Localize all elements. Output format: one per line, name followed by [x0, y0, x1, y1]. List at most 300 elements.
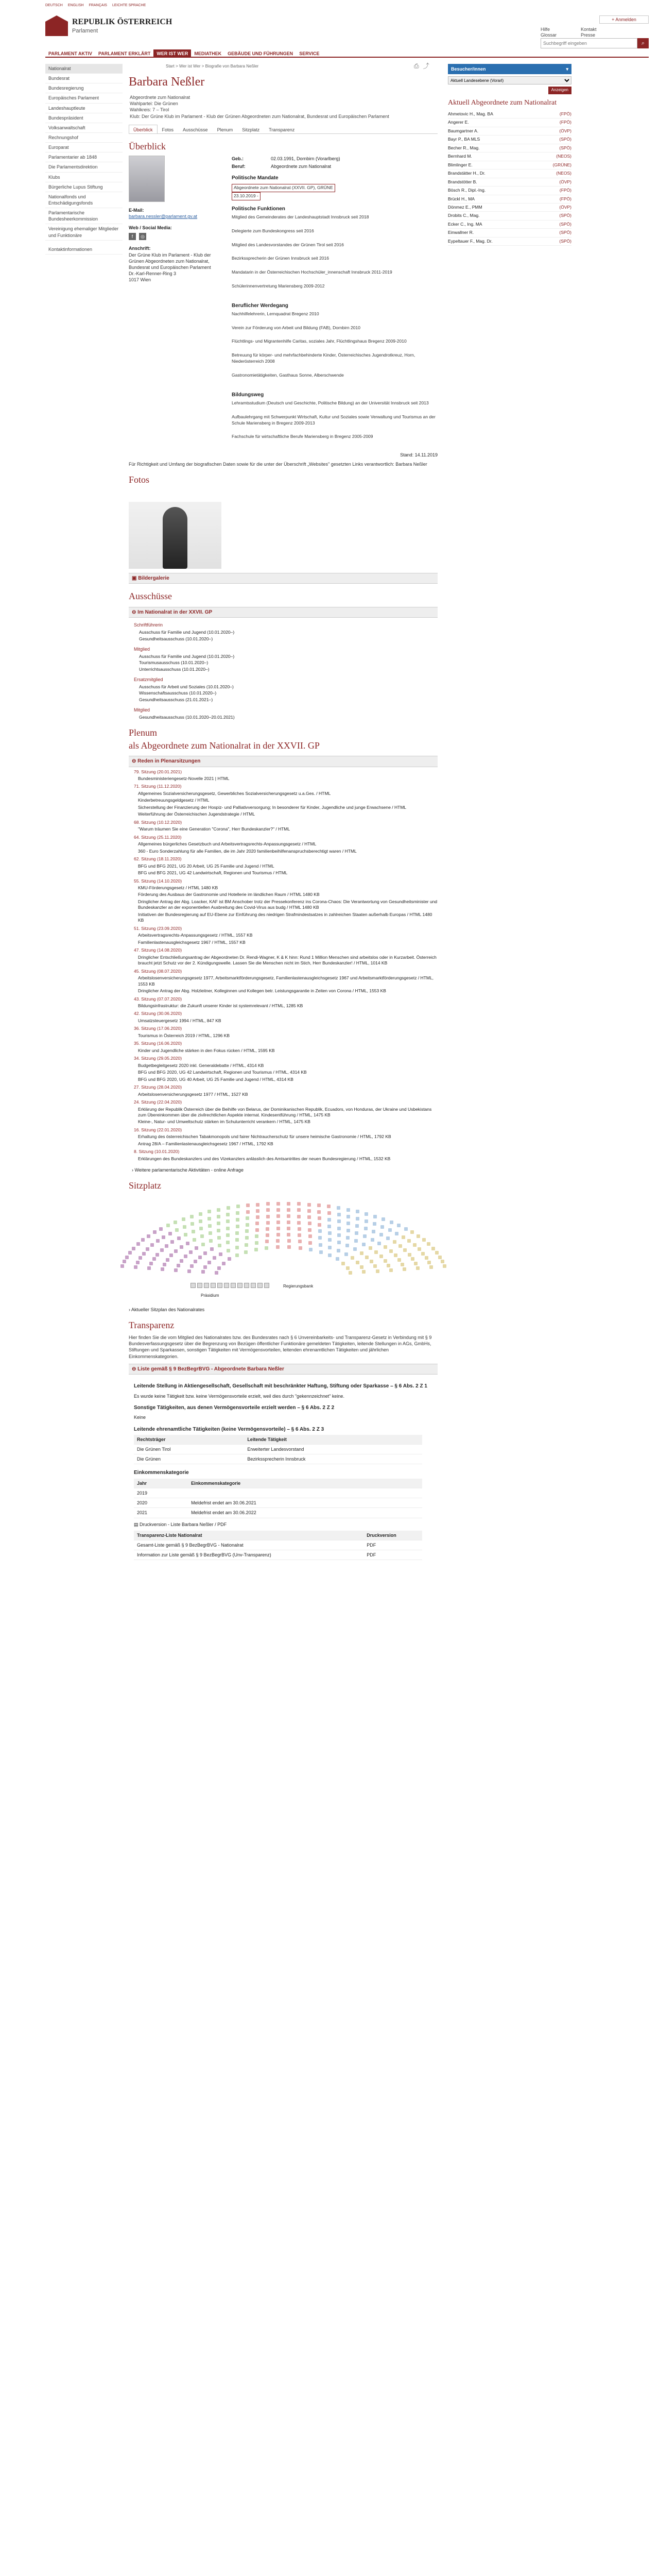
seat — [226, 1241, 230, 1244]
reden-bar[interactable] — [129, 756, 438, 767]
seat — [363, 1234, 367, 1238]
util-link-leichte-sprache[interactable]: LEICHTE SPRACHE — [112, 4, 146, 7]
seat — [297, 1221, 301, 1225]
seat — [276, 1221, 280, 1224]
bio-sections — [232, 175, 438, 448]
seat — [266, 1215, 270, 1218]
contact-link[interactable]: Kontakt — [581, 27, 597, 32]
search-button[interactable] — [637, 38, 649, 48]
gallery-photo[interactable] — [129, 502, 221, 569]
member-list-item[interactable] — [448, 238, 571, 246]
column-header: Einkommenskategorie — [188, 1479, 422, 1488]
seat — [193, 1238, 196, 1242]
member-list-item[interactable] — [448, 170, 571, 178]
sidebar-item-bundesrat[interactable]: Bundesrat — [45, 74, 123, 83]
member-list-item[interactable] — [448, 221, 571, 229]
print-icon[interactable]: ⎙ — [414, 62, 419, 70]
bio-line: Lehramtsstudium (Deutsch und Geschichte, Politische Bildung) an der Universität Innsbruck seit 2013 — [232, 400, 429, 406]
table-cell[interactable]: Information zur Liste gemäß § 9 BezBegrBVG (Unv-Transparenz) — [134, 1550, 363, 1560]
seat — [431, 1247, 435, 1250]
speech-item[interactable]: Dringlicher Antrag der Abg. Loacker, KAF ist BM Anschober trotz der Pressekonferenz ins Corona-Chaos: Die Verantwortung von Gesundheitsminister und Bundeskanzler an der exponentiellen Ausbreitung des Covid-Virus aus budg / HTML 1480 KB — [138, 899, 438, 910]
table-cell[interactable]: PDF — [363, 1540, 422, 1550]
list-item[interactable]: Gesundheitsausschuss (10.01.2020–20.01.2021) — [139, 715, 235, 720]
press-link[interactable]: Presse — [581, 32, 596, 38]
column-header: Druckversion — [363, 1531, 422, 1540]
sitting-toggle[interactable]: 16. Sitzung (22.01.2020) — [134, 1127, 182, 1132]
speech-item[interactable]: Erklärungen des Bundeskanzlers und des Vizekanzlers anlässlich des Amtsantrittes der neuen Bundesregierung / HTML, 1532 KB — [138, 1156, 391, 1161]
seat — [337, 1241, 341, 1244]
seat — [298, 1240, 302, 1243]
member-name[interactable]: Brandstötter B. — [448, 179, 477, 184]
sitzplan-link-text: Aktueller Sitzplan des Nationalrates — [131, 1307, 205, 1312]
seat — [245, 1229, 249, 1233]
sidebar-item-eu-parlament[interactable]: Europäisches Parlament — [45, 93, 123, 103]
seat — [344, 1252, 348, 1256]
table-row — [134, 1488, 422, 1498]
sidebar-item-bundespraesident[interactable]: Bundespräsident — [45, 113, 123, 123]
speech-item[interactable]: Erklärung der Republik Österreich über die Beihilfe von Belarus, der Dominikanischen Republik, Ecuadors, von Honduras, der Ukraine und Usbekistans zum Übereinkommen über die zivilrechtlichen Aspekte internat. Kindesentführung / HTML, 1475 KB — [138, 1106, 432, 1118]
seat — [136, 1261, 140, 1264]
ausschuesse-bar-label: Im Nationalrat in der XXVII. GP — [137, 609, 213, 615]
visitor-box-title: Besucher/innen — [451, 66, 486, 72]
seat — [393, 1240, 396, 1244]
speech-item[interactable]: 360 - Euro Sonderzahlung für alle Familien, die im Jahr 2020 familienbeihilfenanspruchsberechtigt waren / HTML — [138, 848, 357, 854]
sitting-toggle[interactable]: 71. Sitzung (11.12.2020) — [134, 784, 182, 789]
column-header: Transparenz-Liste Nationalrat — [134, 1531, 363, 1540]
seat — [443, 1264, 446, 1268]
tab-ueberblick[interactable]: Überblick — [129, 125, 158, 133]
table-cell — [188, 1488, 422, 1498]
seat — [397, 1258, 401, 1262]
seat — [319, 1250, 323, 1254]
member-list-item[interactable] — [448, 118, 571, 127]
seat — [337, 1233, 341, 1237]
page-title: Barbara Neßler — [129, 75, 205, 89]
seat — [255, 1234, 258, 1238]
member-list-item[interactable] — [448, 127, 571, 135]
seat — [337, 1206, 340, 1210]
seat — [389, 1249, 393, 1253]
member-name[interactable]: Brückl H., MA — [448, 196, 475, 201]
meta-line: Klub: Der Grüne Klub im Parlament - Klub der Grünen Abgeordneten zum Nationalrat, Bundesrat und Europäischen Parlament — [130, 113, 389, 119]
member-party: (SPÖ) — [559, 230, 571, 235]
tab-ausschuesse[interactable]: Ausschüsse — [183, 127, 208, 132]
seat — [297, 1202, 301, 1206]
sidebar-item-bundesheerkommission[interactable]: Parlamentarische Bundesheerkommission — [45, 208, 123, 224]
sidebar-item-kontakt[interactable]: Kontaktinformationen — [45, 245, 123, 255]
member-name[interactable]: Einwallner R. — [448, 230, 474, 235]
member-name[interactable]: Ahmetovic H., Mag. BA — [448, 111, 493, 116]
transparenz-text: Hier finden Sie die vom Mitglied des Nationalrates bzw. des Bundesrates nach § 6 Unvereinbarkeits- und Transparenz-Gesetz in Verbindung mit § 9 Bundesverfassungsgesetz über die Begrenzung von Bezügen öffentlicher Funktionäre gemeldeten Tätigkeiten, leitende Stellungen in AGs, GmbHs, Stiftungen und Sparkassen, sonstigen Tätigkeiten mit Vermögensvorteilen, leitenden ehrenamtlichen Tätigkeiten und jährlichen Einkommenskategorien. — [129, 1335, 432, 1359]
speech-item[interactable]: Kinderbetreuungsgeldgesetz / HTML — [138, 798, 210, 803]
seat — [403, 1248, 407, 1252]
member-party: (NEOS) — [556, 154, 571, 159]
seat — [408, 1253, 411, 1257]
member-name[interactable]: Angerer E. — [448, 120, 469, 125]
tab-sitzplatz[interactable]: Sitzplatz — [242, 127, 260, 132]
more-activities-link[interactable]: › Weitere parlamentarische Aktivitäten - online Anfrage — [132, 1167, 244, 1173]
member-list-item[interactable] — [448, 187, 571, 195]
glossary-link[interactable]: Glossar — [541, 32, 557, 38]
speech-item[interactable]: KMU-Förderungsgesetz / HTML 1480 KB — [138, 885, 218, 891]
speech-item[interactable]: Arbeitslosenversicherungsgesetz 1977 / HTML, 1527 KB — [138, 1091, 248, 1097]
speech-item[interactable]: Initiativen der Bundesregierung auf EU-Ebene zur Einführung des niedrigen Strafmindestsatzes in zahlreichen Staaten außerhalb Europas / HTML 1480 KB — [138, 911, 432, 923]
member-party: (SPÖ) — [559, 238, 571, 244]
sidebar-item-landeshauptleute[interactable]: Landeshauptleute — [45, 104, 123, 113]
sitting-toggle[interactable]: 79. Sitzung (20.01.2021) — [134, 769, 182, 774]
table-cell: Meldefrist endet am 30.06.2021 — [188, 1498, 422, 1508]
seat — [177, 1264, 180, 1267]
sitting-toggle[interactable]: 24. Sitzung (22.04.2020) — [134, 1099, 182, 1105]
seat — [349, 1271, 352, 1275]
nav-parlament-aktiv[interactable]: PARLAMENT AKTIV — [48, 51, 92, 56]
seat — [395, 1232, 398, 1235]
seat — [337, 1227, 341, 1230]
speech-item[interactable]: Dringlicher Entschließungsantrag der Abgeordneten Dr. Rendi-Wagner, K & K hinn: Rund 1 Million Menschen sind arbeitslos oder in Kurzarbeit. Österreich braucht jetzt Schutz vor der 2. Kündigungswelle. Lassen Sie die Menschen nicht im Stich, Herr Bundeskanzler! / HTML, 1014 KB — [138, 954, 437, 966]
member-party: (GRÜNE) — [552, 162, 571, 167]
util-link-deutsch[interactable]: DEUTSCH — [45, 4, 63, 7]
tab-plenum[interactable]: Plenum — [217, 127, 233, 132]
instagram-icon[interactable]: ◎ — [139, 233, 146, 240]
member-name[interactable]: Brandstätter H., Dr. — [448, 171, 485, 176]
bio-line: Aufbaulehrgang mit Schwerpunkt Wirtschaft, Kultur und Soziales sowie Verwaltung und Tourismus an der Schule Mariensberg in Bregenz 2009-2013 — [232, 414, 436, 426]
speech-item[interactable]: Arbeitslosenversicherungsgesetz 1977, Arbeitsmarktförderungsgesetz, Familienlastenausgleichsgesetz 1967 und Arbeitsmarktförderungsgesetz / HTML, 1553 KB — [138, 975, 434, 987]
list-item[interactable]: Wissenschaftsausschuss (10.01.2020–) — [139, 690, 217, 696]
seat — [174, 1249, 178, 1253]
member-name[interactable]: Dönmez E., PMM — [448, 204, 482, 210]
list-item[interactable]: Ausschuss für Familie und Jugend (10.01.2020–) — [139, 653, 235, 659]
speech-item[interactable]: Tourismus in Österreich 2019 / HTML, 1296 KB — [138, 1032, 230, 1038]
member-list-item[interactable] — [448, 110, 571, 118]
email-link[interactable]: barbara.nessler@parlament.gv.at — [129, 214, 198, 219]
seat — [308, 1234, 312, 1238]
seat — [410, 1230, 414, 1234]
member-party: (SPÖ) — [559, 137, 571, 142]
sidebar-item-rechnungshof[interactable]: Rechnungshof — [45, 133, 123, 143]
sidebar-item-vereinigung[interactable]: Vereinigung ehemaliger Mitglieder und Funktionäre — [45, 224, 123, 240]
speech-item[interactable]: Kleine-, Natur- und Umweltschutz stärken im Schulunterricht verankern / HTML, 1475 KB — [138, 1119, 310, 1125]
sitting-toggle[interactable]: 27. Sitzung (28.04.2020) — [134, 1084, 182, 1090]
nav-parlament-erklaert[interactable]: PARLAMENT ERKLÄRT — [98, 51, 151, 56]
table-cell[interactable]: Gesamt-Liste gemäß § 9 BezBegrBVG - Nationalrat — [134, 1540, 363, 1550]
speech-item[interactable]: Sicherstellung der Finanzierung der Hospiz- und Palliativversorgung; In besonderer für Kinder, Jugendliche und junge Erwachsene / HTML — [138, 804, 407, 810]
speech-item[interactable]: Familienlastenausgleichsgesetz 1967 / HTML, 1557 KB — [138, 939, 246, 945]
seat — [182, 1217, 185, 1221]
t4-heading: Einkommenskategorie — [134, 1470, 189, 1476]
speech-item[interactable]: Erhaltung des österreichischen Tabakmonopols und fairer Nichtraucherschutz für unsere heimische Gastronomie / HTML, 1792 KB — [138, 1134, 391, 1140]
seat — [414, 1262, 418, 1265]
seat — [362, 1243, 366, 1246]
table-cell[interactable]: PDF — [363, 1550, 422, 1560]
list-item[interactable]: Ausschuss für Familie und Jugend (10.01.2020–) — [139, 630, 235, 635]
member-list-item[interactable] — [448, 161, 571, 170]
seat — [356, 1217, 359, 1221]
sitting-toggle[interactable]: 45. Sitzung (08.07.2020) — [134, 968, 182, 974]
speech-item[interactable]: BFG und BFG 2021, UG 42 Landwirtschaft, Regionen und Tourismus / HTML — [138, 870, 288, 876]
ausschuesse-heading: Ausschüsse — [129, 591, 172, 602]
camera-icon: ▣ — [132, 575, 138, 581]
list-item[interactable]: Ausschuss für Arbeit und Soziales (10.01.2020–) — [139, 684, 234, 690]
seat — [346, 1208, 350, 1212]
help-link[interactable]: Hilfe — [541, 27, 550, 32]
speech-item[interactable]: Kinder und Jugendliche stärken in den Fokus rücken / HTML, 1595 KB — [138, 1047, 275, 1053]
seat — [346, 1222, 350, 1225]
seat — [208, 1224, 212, 1228]
t3-heading: Leitende ehrenamtliche Tätigkeiten (keine Vermögensvorteile) – § 6 Abs. 2 Z 3 — [134, 1426, 324, 1432]
member-list-item[interactable] — [448, 204, 571, 212]
sidebar-item-volksanwaltschaft[interactable]: Volksanwaltschaft — [45, 123, 123, 133]
speech-item[interactable]: "Warum träumen Sie eine Generation "Corona", Herr Bundeskanzler?" / HTML — [138, 826, 290, 832]
fotos-heading: Fotos — [129, 474, 150, 485]
sidebar-item-parlamentarier-1848[interactable]: Parlamentarier ab 1848 — [45, 152, 123, 162]
speech-item[interactable]: Bundesministeriengesetz-Novelle 2021 | HTML — [138, 775, 230, 781]
seat — [194, 1260, 197, 1263]
seat — [411, 1257, 414, 1261]
sitting-toggle[interactable]: 34. Sitzung (29.05.2020) — [134, 1056, 182, 1061]
nav-gebaeude[interactable]: GEBÄUDE UND FÜHRUNGEN — [228, 51, 293, 56]
speech-item[interactable]: Weiterführung der Österreichischen Jugendstrategie / HTML — [138, 811, 255, 817]
speech-item[interactable]: BFG und BFG 2020, UG 40 Arbeit, UG 25 Familie und Jugend / HTML, 4314 KB — [138, 1076, 293, 1082]
seat — [317, 1210, 321, 1214]
bio-section-heading: Bildungsweg — [232, 392, 264, 398]
overview-left — [129, 156, 221, 458]
seat — [376, 1269, 379, 1273]
seat — [226, 1233, 230, 1237]
seat — [226, 1227, 230, 1230]
seat — [245, 1236, 249, 1240]
ausschuesse-bar[interactable] — [129, 607, 438, 618]
seat — [201, 1243, 205, 1246]
login-button[interactable]: + Anmelden — [599, 15, 649, 24]
sitting-toggle[interactable]: 35. Sitzung (16.06.2020) — [134, 1041, 182, 1046]
seat — [318, 1229, 322, 1233]
nav-mediathek[interactable]: MEDIATHEK — [194, 51, 222, 56]
share-icon[interactable]: ⤴ — [423, 62, 429, 70]
speech-item[interactable]: BFG und BFG 2020, UG 42 Landwirtschaft, Regionen und Tourismus / HTML, 4314 KB — [138, 1070, 307, 1075]
seat — [384, 1259, 387, 1263]
bio-line: Nachhilfelehrerin, Lernquadrat Bregenz 2010 — [232, 311, 319, 317]
seat — [327, 1205, 331, 1208]
sitting-toggle[interactable]: 43. Sitzung (07.07.2020) — [134, 996, 182, 1002]
seat — [401, 1263, 404, 1266]
member-name[interactable]: Eypeltauer F., Mag. Dr. — [448, 238, 493, 244]
sidebar-item-nationalrat[interactable]: Nationalrat — [45, 64, 123, 74]
seat — [246, 1204, 250, 1207]
speech-item[interactable]: Bildungsinfrastruktur: die Zukunft unserer Kinder ist systemrelevant / HTML, 1285 KB — [138, 1003, 303, 1008]
seat — [374, 1250, 378, 1254]
sitting-toggle[interactable]: 68. Sitzung (10.12.2020) — [134, 819, 182, 825]
nav-service[interactable]: SERVICE — [299, 51, 320, 56]
sidebar-item-nationalfonds[interactable]: Nationalfonds und Entschädigungsfonds — [45, 192, 123, 208]
seat — [287, 1245, 291, 1249]
seat — [213, 1256, 216, 1260]
seat — [373, 1215, 377, 1218]
seat — [246, 1210, 250, 1214]
gallery-bar[interactable] — [129, 573, 438, 584]
speech-item[interactable]: BFG und BFG 2021, UG 20 Arbeit, UG 25 Familie und Jugend / HTML — [138, 863, 274, 869]
seat — [418, 1247, 421, 1251]
table-row[interactable] — [134, 1540, 422, 1550]
member-name[interactable]: Baumgartner A. — [448, 128, 479, 133]
seat — [222, 1262, 226, 1265]
seat — [308, 1222, 311, 1225]
seat — [421, 1252, 425, 1256]
member-list-item[interactable] — [448, 144, 571, 152]
table-row[interactable] — [134, 1550, 422, 1560]
seat — [298, 1227, 301, 1231]
seat — [328, 1253, 332, 1257]
sitting-toggle[interactable]: 62. Sitzung (18.11.2020) — [134, 856, 182, 862]
sidebar-item-klubs[interactable]: Klubs — [45, 173, 123, 182]
sitting-toggle[interactable]: 47. Sitzung (14.08.2020) — [134, 947, 182, 953]
seat — [123, 1260, 126, 1263]
list-item[interactable]: Gesundheitsausschuss (21.01.2021–) — [139, 697, 213, 702]
member-party: (ÖVP) — [559, 179, 571, 184]
minus-icon: ⊖ — [132, 1366, 138, 1372]
speech-item[interactable]: Förderung des Ausbaus der Gastronomie und Hotellerie im ländlichen Raum / HTML 1480 KB — [138, 892, 320, 897]
column-header: Rechtsträger — [134, 1435, 244, 1445]
member-list-item[interactable] — [448, 178, 571, 187]
seat — [255, 1241, 258, 1245]
sidebar-item-parlamentsdirektion[interactable]: Die Parlamentsdirektion — [45, 162, 123, 172]
sidebar-item-europarat[interactable]: Europarat — [45, 143, 123, 152]
member-list-item[interactable] — [448, 135, 571, 144]
seat — [235, 1246, 239, 1249]
plenum-subheading: als Abgeordnete zum Nationalrat in der XXVII. GP — [129, 740, 320, 751]
seat — [236, 1211, 239, 1215]
seat — [413, 1243, 417, 1247]
member-list-item[interactable] — [448, 195, 571, 204]
list-item[interactable]: Unterrichtsausschuss (10.01.2020–) — [139, 666, 210, 672]
seat — [190, 1264, 194, 1268]
seat — [373, 1264, 377, 1268]
tab-transparenz[interactable]: Transparenz — [269, 127, 295, 132]
speech-item[interactable]: Antrag 28/A – Familienlastenausgleichsgesetz 1967 / HTML, 1792 KB — [138, 1141, 273, 1146]
member-party: (NEOS) — [556, 171, 571, 176]
search-input[interactable] — [541, 38, 637, 48]
seat — [438, 1256, 442, 1259]
region-select[interactable] — [448, 76, 571, 84]
sitting-toggle[interactable]: 64. Sitzung (25.11.2020) — [134, 834, 182, 840]
table-cell: 2020 — [134, 1498, 188, 1508]
seat — [153, 1230, 157, 1234]
util-link-francais[interactable]: FRANÇAIS — [89, 4, 107, 7]
minus-icon: ⊖ — [132, 609, 138, 615]
speech-item[interactable]: Dringlicher Antrag der Abg. Holzleitner, Kolleginnen und Kollegen betr. Leistungsgarantie in Zeiten von Corona / HTML, 1553 KB — [138, 988, 386, 994]
seat — [266, 1208, 270, 1212]
seat — [180, 1245, 183, 1249]
sidebar — [45, 64, 123, 255]
seat — [156, 1239, 160, 1243]
stand-date: Stand: 14.11.2019 — [400, 452, 438, 458]
member-party: (FPÖ) — [559, 111, 571, 116]
sitting-toggle[interactable]: 36. Sitzung (17.06.2020) — [134, 1026, 182, 1031]
druck-link[interactable] — [134, 1521, 432, 1528]
seat — [384, 1245, 387, 1249]
member-name[interactable]: Bayr P., BA MLS — [448, 137, 480, 142]
seat — [227, 1249, 230, 1252]
seat — [217, 1222, 220, 1225]
committee-role: Schriftführerin — [134, 622, 163, 628]
speech-item[interactable]: Budgetbegleitgesetz 2020 inkl. Generaldebatte / HTML, 4314 KB — [138, 1062, 264, 1068]
chevron-down-icon: ▾ — [566, 66, 568, 72]
seat — [265, 1246, 268, 1250]
speech-item[interactable]: Allgemeines Sozialversicherungsgesetz, Gewerbliches Sozialversicherungsgesetz u.a.Ges. / HTML — [138, 790, 331, 796]
seat — [198, 1256, 202, 1259]
seat — [341, 1262, 345, 1265]
sitting-list — [129, 769, 438, 1162]
table-cell: 2021 — [134, 1508, 188, 1518]
seat — [209, 1239, 213, 1243]
nav-wer-ist-wer[interactable]: WER IST WER — [153, 49, 191, 57]
birth-label: Geb.: — [232, 156, 244, 162]
table-cell: 2019 — [134, 1488, 188, 1498]
member-name[interactable]: Ecker C., Ing. MA — [448, 221, 482, 227]
member-party: (ÖVP) — [559, 128, 571, 133]
seat — [174, 1221, 177, 1224]
profile-tabs — [129, 125, 438, 134]
seat — [141, 1238, 145, 1242]
util-link-english[interactable]: ENGLISH — [67, 4, 84, 7]
list-item[interactable]: Gesundheitsausschuss (10.01.2020–) — [139, 636, 213, 641]
speech-item[interactable]: Allgemeines bürgerliches Gesetzbuch und Arbeitsvertragsrechts-Anpassungsgesetz / HTML — [138, 841, 317, 847]
member-name[interactable]: Blimlinger E. — [448, 162, 473, 167]
seat — [355, 1231, 358, 1235]
member-list-item[interactable] — [448, 212, 571, 220]
sidebar-item-lupus-stiftung[interactable]: Bürgerliche Lupus Stiftung — [45, 182, 123, 192]
sidebar-item-bundesregierung[interactable]: Bundesregierung — [45, 83, 123, 93]
show-button[interactable]: Anzeigen — [548, 87, 571, 94]
sitzplan-link[interactable]: › Aktueller Sitzplan des Nationalrates — [129, 1307, 205, 1312]
member-name[interactable]: Bernhard M. — [448, 154, 472, 159]
seat — [200, 1234, 204, 1238]
sitting-toggle[interactable]: 51. Sitzung (23.09.2020) — [134, 925, 182, 931]
seat — [163, 1263, 166, 1266]
sitting-toggle[interactable]: 55. Sitzung (14.10.2020) — [134, 878, 182, 884]
liste-bar[interactable] — [129, 1364, 438, 1375]
druck-link-text: Druckversion - Liste Barbara Neßler / PDF — [140, 1521, 227, 1527]
plenum-heading: Plenum — [129, 727, 158, 738]
visitor-box-header[interactable] — [448, 64, 571, 74]
speech-item[interactable]: Umsatzsteuergesetz 1994 / HTML, 847 KB — [138, 1018, 221, 1023]
member-name[interactable]: Drobits C., Mag. — [448, 213, 480, 218]
list-item[interactable]: Tourismusausschuss (10.01.2020–) — [139, 660, 209, 666]
member-list-item[interactable] — [448, 229, 571, 237]
sitting-toggle[interactable]: 42. Sitzung (30.06.2020) — [134, 1011, 182, 1016]
seat — [387, 1264, 390, 1267]
member-party: (ÖVP) — [559, 204, 571, 210]
personal-data — [232, 156, 438, 170]
bio-line: Bezirkssprecherin der Grünen Innsbruck seit 2016 — [232, 256, 329, 261]
liste-bar-label: Liste gemäß § 9 BezBegrBVG - Abgeordnete Barbara Neßler — [137, 1366, 284, 1372]
seat — [276, 1239, 280, 1243]
seat — [403, 1267, 406, 1271]
seat — [184, 1255, 187, 1258]
facebook-icon[interactable]: f — [129, 233, 136, 240]
seat — [155, 1253, 159, 1257]
seat — [203, 1265, 207, 1269]
site-logo[interactable] — [45, 13, 174, 38]
sitting-toggle[interactable]: 8. Sitzung (10.01.2020) — [134, 1149, 180, 1155]
seat — [190, 1215, 194, 1218]
tab-fotos[interactable]: Fotos — [162, 127, 174, 132]
seat — [337, 1213, 341, 1216]
search-box — [541, 38, 649, 48]
speech-item[interactable]: Arbeitsvertragsrechts-Anpassungsgesetz / HTML, 1557 KB — [138, 933, 253, 938]
member-list-item[interactable] — [448, 152, 571, 161]
member-name[interactable]: Becher R., Mag. — [448, 145, 480, 150]
member-name[interactable]: Bösch R., Dipl.-Ing. — [448, 188, 486, 193]
